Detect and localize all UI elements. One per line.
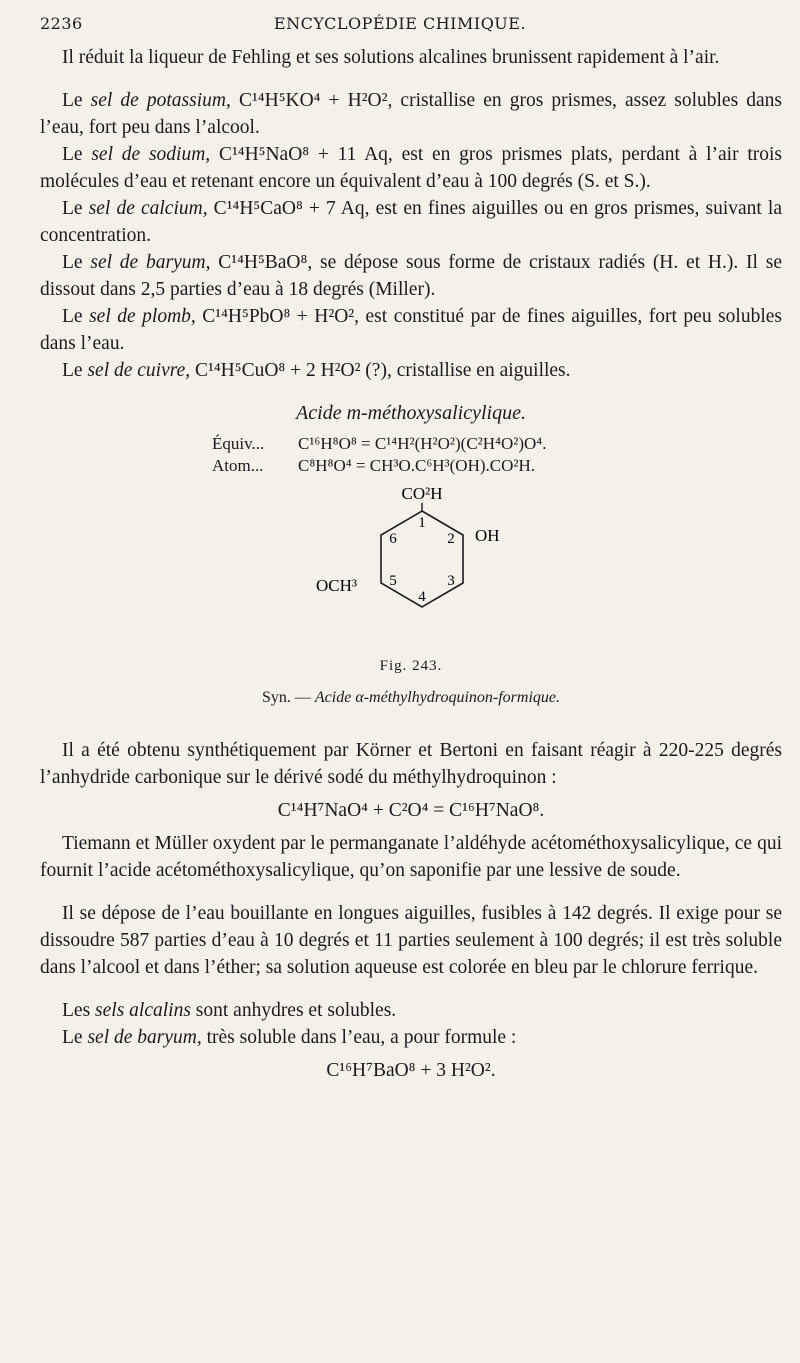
text: sont anhydres et solubles. — [190, 1000, 397, 1021]
text: Les — [62, 1000, 96, 1021]
running-title: ENCYCLOPÉDIE CHIMIQUE. — [273, 14, 527, 33]
salt-name: sels alcalins — [95, 1000, 191, 1021]
position-1: 1 — [418, 515, 426, 531]
paragraph-properties: Il se dépose de l’eau bouillante en longues aiguilles, fusibles à 142 degrés. Il exige pour se dissoudre 587 parties d’eau à 10 degrés et 11 parties seulement à 100 degrés; il est très soluble dans l’alcool et dans l’éther; sa solution aqueuse est colorée en bleu par le chlorure ferrique. — [40, 903, 782, 978]
position-5: 5 — [389, 573, 397, 589]
paragraph-fehling: Il réduit la liqueur de Fehling et ses solutions alcalines brunissent rapidement à l’air. — [62, 47, 720, 68]
text: Le — [62, 306, 90, 327]
position-4: 4 — [418, 589, 426, 605]
paragraph-barium-salt — [40, 249, 782, 303]
paragraph-oxidation: Tiemann et Müller oxydent par le permanganate l’aldéhyde acétométhoxysalicylique, ce qui fournit l’acide acétométhoxysalicylique, qu’on saponifie par une lessive de soude. — [40, 833, 782, 881]
salt-name: sel de baryum, — [87, 1027, 202, 1048]
text: Le — [62, 252, 91, 273]
paragraph-potassium-salt — [40, 87, 782, 141]
text: très soluble dans l’eau, a pour formule : — [201, 1027, 517, 1048]
equiv-label: Équiv... — [212, 434, 265, 453]
page-body — [40, 44, 782, 1090]
section-title: Acide m-méthoxysalicylique. — [296, 402, 526, 424]
text: C¹⁴H⁵NaO⁸ + 11 Aq, est en gros prismes plats, perdant à l’air trois molécules d’eau et retenant encore un équivalent d’eau à 100 degrés (S. et S.). — [40, 144, 783, 192]
paragraph-barium-salt-2 — [40, 1024, 782, 1051]
carboxyl-group: CO²H — [401, 484, 443, 503]
position-2: 2 — [447, 531, 455, 547]
benzene-ring-diagram — [40, 481, 782, 651]
page-number: 2236 — [40, 14, 83, 33]
paragraph-sodium-salt — [40, 141, 782, 195]
synonym-line — [40, 684, 782, 711]
salt-name: sel de calcium, — [88, 198, 208, 219]
salt-name: sel de potassium, — [90, 90, 231, 111]
position-3: 3 — [447, 573, 455, 589]
hydroxyl-group: OH — [475, 526, 500, 545]
atom-label: Atom... — [212, 456, 264, 475]
text: Le — [62, 144, 92, 165]
atom-formula: C⁸H⁸O⁴ = CH³O.C⁶H³(OH).CO²H. — [298, 456, 536, 475]
text: Le — [62, 360, 88, 381]
syn-label: Syn. — — [262, 689, 315, 706]
paragraph-synthesis: Il a été obtenu synthétiquement par Körner et Bertoni en faisant réagir à 220-225 degrés l’anhydride carbonique sur le dérivé sodé du méthylhydroquinon : — [40, 740, 782, 788]
text: C¹⁴H⁵KO⁴ + H²O², cristallise en gros prismes, assez solubles dans l’eau, fort peu dans l’alcool. — [40, 90, 782, 138]
text: Le — [62, 90, 91, 111]
paragraph-lead-salt — [40, 303, 782, 357]
text: Le — [62, 198, 89, 219]
text: C¹⁴H⁵PbO⁸ + H²O², est constitué par de fines aiguilles, fort peu solubles dans l’eau. — [40, 306, 782, 354]
text: C¹⁴H⁵CaO⁸ + 7 Aq, est en fines aiguilles ou en gros prismes, suivant la concentration. — [40, 198, 783, 246]
salt-name: sel de cuivre, — [87, 360, 191, 381]
methoxy-group: OCH³ — [316, 576, 357, 595]
figure-caption: Fig. 243. — [379, 658, 443, 674]
paragraph-calcium-salt — [40, 195, 782, 249]
equiv-formula: C¹⁶H⁸O⁸ = C¹⁴H²(H²O²)(C²H⁴O²)O⁴. — [298, 434, 547, 453]
text: C¹⁴H⁵BaO⁸, se dépose sous forme de cristaux radiés (H. et H.). Il se dissout dans 2,5 parties d’eau à 18 degrés (Miller). — [40, 252, 782, 300]
structure-figure — [40, 481, 782, 651]
position-6: 6 — [389, 531, 397, 547]
equation-synthesis: C¹⁴H⁷NaO⁴ + C²O⁴ = C¹⁶H⁷NaO⁸. — [277, 800, 545, 821]
salt-name: sel de baryum, — [90, 252, 211, 273]
equation-barium-salt: C¹⁶H⁷BaO⁸ + 3 H²O². — [326, 1060, 496, 1081]
atom-row — [212, 455, 782, 477]
salt-name: sel de sodium, — [91, 144, 211, 165]
salt-name: sel de plomb, — [89, 306, 196, 327]
syn-name: Acide α-méthylhydroquinon-formique. — [314, 689, 560, 706]
paragraph-copper-salt — [40, 357, 782, 384]
paragraph-alkaline-salts — [40, 997, 782, 1024]
text: C¹⁴H⁵CuO⁸ + 2 H²O² (?), cristallise en aiguilles. — [190, 360, 571, 381]
text: Le — [62, 1027, 88, 1048]
formula-block — [212, 433, 782, 477]
equiv-row — [212, 433, 782, 455]
